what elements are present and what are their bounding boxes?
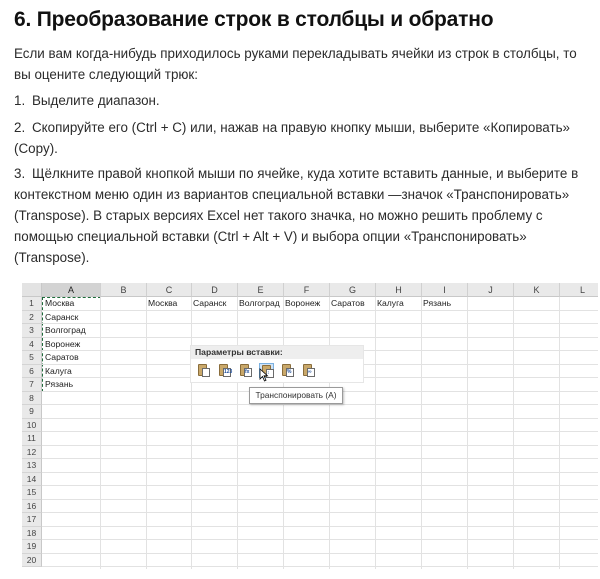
row-header-14[interactable]: 14 bbox=[22, 473, 42, 487]
row-header-15[interactable]: 15 bbox=[22, 486, 42, 500]
row-header-18[interactable]: 18 bbox=[22, 527, 42, 541]
grid-line bbox=[42, 458, 598, 459]
step-number: 2. bbox=[14, 120, 26, 135]
grid-line bbox=[283, 297, 284, 569]
grid-line bbox=[421, 297, 422, 569]
row-header-8[interactable]: 8 bbox=[22, 392, 42, 406]
row-header-16[interactable]: 16 bbox=[22, 500, 42, 514]
column-header-c[interactable]: C bbox=[147, 283, 192, 297]
row-header-4[interactable]: 4 bbox=[22, 338, 42, 352]
grid-line bbox=[329, 297, 330, 569]
select-all-corner[interactable] bbox=[22, 283, 42, 297]
cell-h1[interactable]: Калуга bbox=[377, 298, 404, 308]
grid-line bbox=[42, 485, 598, 486]
row-header-1[interactable]: 1 bbox=[22, 297, 42, 311]
grid-line bbox=[375, 297, 376, 569]
column-header-h[interactable]: H bbox=[376, 283, 422, 297]
row-header-2[interactable]: 2 bbox=[22, 311, 42, 325]
grid-line bbox=[237, 297, 238, 569]
paste-formatting-icon[interactable] bbox=[280, 363, 295, 378]
cell-g1[interactable]: Саратов bbox=[331, 298, 365, 308]
grid-line bbox=[42, 445, 598, 446]
paste-link-icon[interactable] bbox=[301, 363, 316, 378]
cell-a2[interactable]: Саранск bbox=[45, 311, 79, 322]
step-text: Щёлкните правой кнопкой мыши по ячейке, куда хотите вставить данные, и выберите в контекстном меню один из вариантов специальной вставки —значок «Транспонировать» (Transpose). В старых версиях Excel нет такого значка, но можно решить проблему с помощью специальной вставки (Ctrl + Alt + V) и выбора опции «Транспонировать» (Transpose). bbox=[14, 166, 579, 265]
grid-line bbox=[146, 297, 147, 569]
column-header-b[interactable]: B bbox=[101, 283, 147, 297]
row-header-6[interactable]: 6 bbox=[22, 365, 42, 379]
paste-option-mark: % bbox=[287, 369, 292, 375]
cell-a3[interactable]: Волгоград bbox=[45, 325, 86, 335]
row-header-19[interactable]: 19 bbox=[22, 540, 42, 554]
step-2 bbox=[14, 117, 589, 159]
column-header-l[interactable]: L bbox=[560, 283, 598, 297]
step-3 bbox=[14, 163, 589, 268]
cell-i1[interactable]: Рязань bbox=[423, 298, 452, 308]
page-title: 6. Преобразование строк в столбцы и обратно bbox=[14, 8, 494, 31]
grid-line bbox=[42, 499, 598, 500]
grid-line bbox=[559, 297, 560, 569]
row-header-9[interactable]: 9 bbox=[22, 405, 42, 419]
grid-line bbox=[42, 526, 598, 527]
paste-option-mark: ∞ bbox=[308, 369, 312, 375]
step-text: Скопируйте его (Ctrl + C) или, нажав на правую кнопку мыши, выберите «Копировать» (Copy). bbox=[14, 120, 571, 156]
cell-a4[interactable]: Воронеж bbox=[45, 338, 81, 349]
paste-option-mark: ↕ bbox=[267, 370, 270, 376]
grid-line bbox=[191, 297, 192, 569]
row-header-12[interactable]: 12 bbox=[22, 446, 42, 460]
grid-line bbox=[42, 539, 598, 540]
transpose-tooltip: Транспонировать (А) bbox=[249, 387, 343, 404]
step-1 bbox=[14, 90, 589, 111]
grid-line bbox=[100, 297, 101, 569]
mouse-cursor-icon bbox=[259, 368, 269, 382]
row-header-3[interactable]: 3 bbox=[22, 324, 42, 338]
grid-line bbox=[42, 472, 598, 473]
cell-c1[interactable]: Москва bbox=[148, 298, 178, 308]
cell-a6[interactable]: Калуга bbox=[45, 365, 72, 376]
grid-line bbox=[42, 566, 598, 567]
row-header-17[interactable]: 17 bbox=[22, 513, 42, 527]
grid-line bbox=[513, 297, 514, 569]
column-header-j[interactable]: J bbox=[468, 283, 514, 297]
intro-paragraph: Если вам когда-нибудь приходилось руками перекладывать ячейки из строк в столбцы, то вы оцените следующий трюк: bbox=[14, 46, 577, 82]
paste-options-menu bbox=[190, 345, 364, 383]
grid-line bbox=[42, 418, 598, 419]
column-header-k[interactable]: K bbox=[514, 283, 560, 297]
grid-line bbox=[42, 553, 598, 554]
column-header-i[interactable]: I bbox=[422, 283, 468, 297]
paste-option-mark: 123 bbox=[224, 369, 233, 375]
step-number: 1. bbox=[14, 93, 26, 108]
row-header-11[interactable]: 11 bbox=[22, 432, 42, 446]
row-header-5[interactable]: 5 bbox=[22, 351, 42, 365]
column-header-d[interactable]: D bbox=[192, 283, 238, 297]
paste-formulas-icon[interactable] bbox=[238, 363, 253, 378]
grid-line bbox=[42, 337, 598, 338]
spreadsheet-screenshot bbox=[22, 283, 598, 569]
paste-icon[interactable] bbox=[196, 363, 211, 378]
grid-line bbox=[467, 297, 468, 569]
cell-d1[interactable]: Саранск bbox=[193, 298, 227, 308]
step-number: 3. bbox=[14, 166, 26, 181]
column-header-a[interactable]: A bbox=[42, 283, 101, 297]
grid-line bbox=[42, 512, 598, 513]
paste-values-icon[interactable] bbox=[217, 363, 232, 378]
paste-options-header: Параметры вставки: bbox=[191, 346, 363, 359]
grid-line bbox=[42, 404, 598, 405]
cell-f1[interactable]: Воронеж bbox=[285, 298, 321, 308]
column-header-e[interactable]: E bbox=[238, 283, 284, 297]
row-header-7[interactable]: 7 bbox=[22, 378, 42, 392]
step-text: Выделите диапазон. bbox=[32, 93, 160, 108]
cell-e1[interactable]: Волгоград bbox=[239, 298, 280, 308]
row-header-13[interactable]: 13 bbox=[22, 459, 42, 473]
sheet-icon bbox=[202, 368, 210, 377]
column-header-g[interactable]: G bbox=[330, 283, 376, 297]
row-header-20[interactable]: 20 bbox=[22, 554, 42, 568]
grid-line bbox=[42, 431, 598, 432]
column-header-f[interactable]: F bbox=[284, 283, 330, 297]
cell-a1[interactable]: Москва bbox=[45, 298, 75, 308]
cell-a5[interactable]: Саратов bbox=[45, 352, 79, 362]
paste-option-mark: fx bbox=[245, 369, 250, 375]
row-header-10[interactable]: 10 bbox=[22, 419, 42, 433]
grid-line bbox=[42, 323, 598, 324]
cell-a7[interactable]: Рязань bbox=[45, 379, 74, 389]
